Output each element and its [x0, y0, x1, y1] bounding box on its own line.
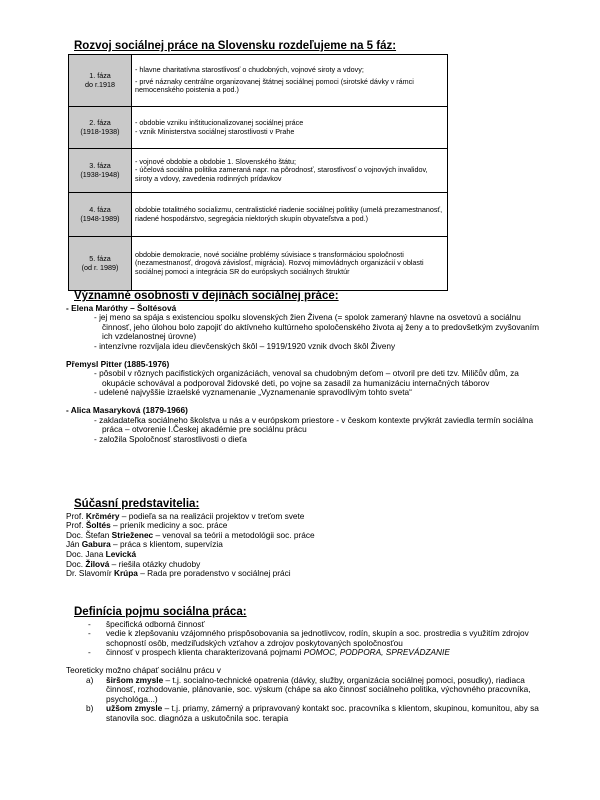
definition-section — [66, 608, 546, 724]
phase-row — [69, 107, 448, 149]
representatives-section — [66, 500, 546, 579]
list-item: Prof. Šoltés – prieník mediciny a soc. práce — [66, 520, 228, 531]
person-name: - Elena Maróthy – Šoltésová — [66, 302, 177, 313]
senses-list — [66, 676, 546, 724]
phase-description: obdobie totalitného socializmu, centralistické riadenie sociálnej politiky (umelá prezamestnanosť, riadené hospodárstvo, segregácia niektorých skupín obyvateľstva a pod.) — [132, 193, 448, 237]
list-item: - vedie k zlepšovaniu vzájomného prispôsobovania sa jednotlivcov, rodín, skupín a soc. prostredia s využitím zdrojov schopností osôb, medziľudských vzťahov a zdrojov poskytovaných spoločnosťou — [88, 628, 529, 648]
list-item: Doc. Žilová – riešila otázky chudoby — [66, 558, 201, 569]
phase-label: 3. fáza (1938-1948) — [69, 149, 132, 193]
person-name: - Alica Masaryková (1879-1966) — [66, 404, 188, 415]
list-item: Dr. Slavomír Krúpa – Rada pre poradenstvo v sociálnej práci — [66, 568, 291, 579]
list-item: - jej meno sa spája s existenciou spolku slovenských žien Živena (= spolok zameraný hlavne na osvetovú a sociálnu činnosť, jeho úlohou bolo zapojiť do aktívneho kultúrneho spoločenského života aj ženy a to predovšetkým zvyšovaním ich vzdelanostnej úrovne) — [94, 313, 546, 342]
list-item: - činnosť v prospech klienta charakterizovaná pojmami POMOC, PODPORA, SPREVÁDZANIE — [88, 647, 450, 658]
list-item: - zakladateľka sociálneho školstva u nás a v európskom priestore - v českom kontexte prvýkrát zaviedla termín sociálna práca – otvorenie I.Českej akadémie pre sociálnu prácu — [94, 416, 546, 435]
person-facts — [94, 369, 546, 398]
phase-row — [69, 149, 448, 193]
phase-row — [69, 55, 448, 107]
list-item: Ján Gabura – práca s klientom, supervízia — [66, 539, 223, 550]
list-item: - udelené najvyššie izraelské vyznamenanie „Vyznamenanie spravodlivým tohto sveta“ — [94, 388, 546, 398]
representatives-heading: Súčasní predstavitelia: — [74, 498, 200, 510]
persons-section — [66, 292, 546, 444]
phase-label: 4. fáza (1948-1989) — [69, 193, 132, 237]
phase-row — [69, 237, 448, 291]
list-item: - založila Spoločnosť starostlivosti o dieťa — [94, 435, 546, 445]
person-facts — [94, 416, 546, 445]
phase-label: 5. fáza (od r. 1989) — [69, 237, 132, 291]
list-item: Prof. Krčméry – podieľa sa na realizácii projektov v treťom svete — [66, 510, 305, 521]
list-item: a) širšom zmysle – t.j. socialno-technické opatrenia (dávky, služby, organizácia sociálnej pomoci, posudky), riadiaca činnosť, rozhodovanie, plánovanie, soc. výskum (chápe sa ako činnosť sociálneho politika, výchovného pracovníka, psychológa...) — [86, 674, 531, 704]
phases-heading: Rozvoj sociálnej práce na Slovensku rozdeľujeme na 5 fáz: — [74, 40, 397, 52]
list-item: Doc. Štefan Strieženec – venoval sa teórii a metodológii soc. práce — [66, 529, 315, 540]
definition-heading: Definícia pojmu sociálna práca: — [74, 606, 247, 618]
person-facts — [94, 313, 546, 351]
list-item: b) užšom zmysle – t.j. priamy, zámerný a pripravovaný kontakt soc. pracovníka s klientom, skupinou, komunitou, aby sa stanovila soc. diagnóza a uskutočnila soc. terapia — [86, 703, 539, 723]
phase-description: - hlavne charitatívna starostlivosť o chudobných, vojnové siroty a vdovy; - prvé náznaky centrálne organizovanej štátnej sociálnej pomoci (sirotské dávky v rámci nemocenského poistenia a pod.) — [132, 55, 448, 107]
list-item: - intenzívne rozvíjala ideu dievčenských škôl – 1919/1920 vznik dvoch škôl Živeny — [94, 342, 546, 352]
list-item: - špecifická odborná činnosť — [88, 618, 205, 629]
list-item: Doc. Jana Levická — [66, 548, 137, 559]
definition-list — [66, 620, 546, 658]
persons-heading: Významné osobnosti v dejinách sociálnej práce: — [74, 290, 339, 302]
person-name: Přemysl Pitter (1885-1976) — [66, 358, 170, 369]
phase-description: - obdobie vzniku inštitucionalizovanej sociálnej práce - vznik Ministerstva sociálnej starostlivosti v Prahe — [132, 107, 448, 149]
phase-description: - vojnové obdobie a obdobie 1. Slovenského štátu; - účelová sociálna politika zameraná napr. na pôrodnosť, starostlivosť o vojnových invalidov, siroty a vdovy, zavedenia rodinných prídavkov — [132, 149, 448, 193]
definition-intro: Teoreticky možno chápať sociálnu prácu v — [66, 664, 221, 675]
phases-table — [68, 54, 448, 291]
phase-row — [69, 193, 448, 237]
phase-label: 1. fáza do r.1918 — [69, 55, 132, 107]
list-item: - pôsobil v rôznych pacifistických organizáciách, venoval sa chudobným deťom – otvoril pre deti tzv. Miličův dům, za okupácie schovával a podporoval židovské deti, po vojne sa zasadil za humanizáciu internačných táborov — [94, 369, 546, 388]
phase-description: obdobie demokracie, nové sociálne problémy súvisiace s transformáciou spoločnosti (nezamestnanosť, drogová závislosť, migrácia). Rozvoj mimovládnych organizácií v oblasti sociálnej pomoci a integrácia SR do európskych sociálnych štruktúr — [132, 237, 448, 291]
phase-label: 2. fáza (1918-1938) — [69, 107, 132, 149]
